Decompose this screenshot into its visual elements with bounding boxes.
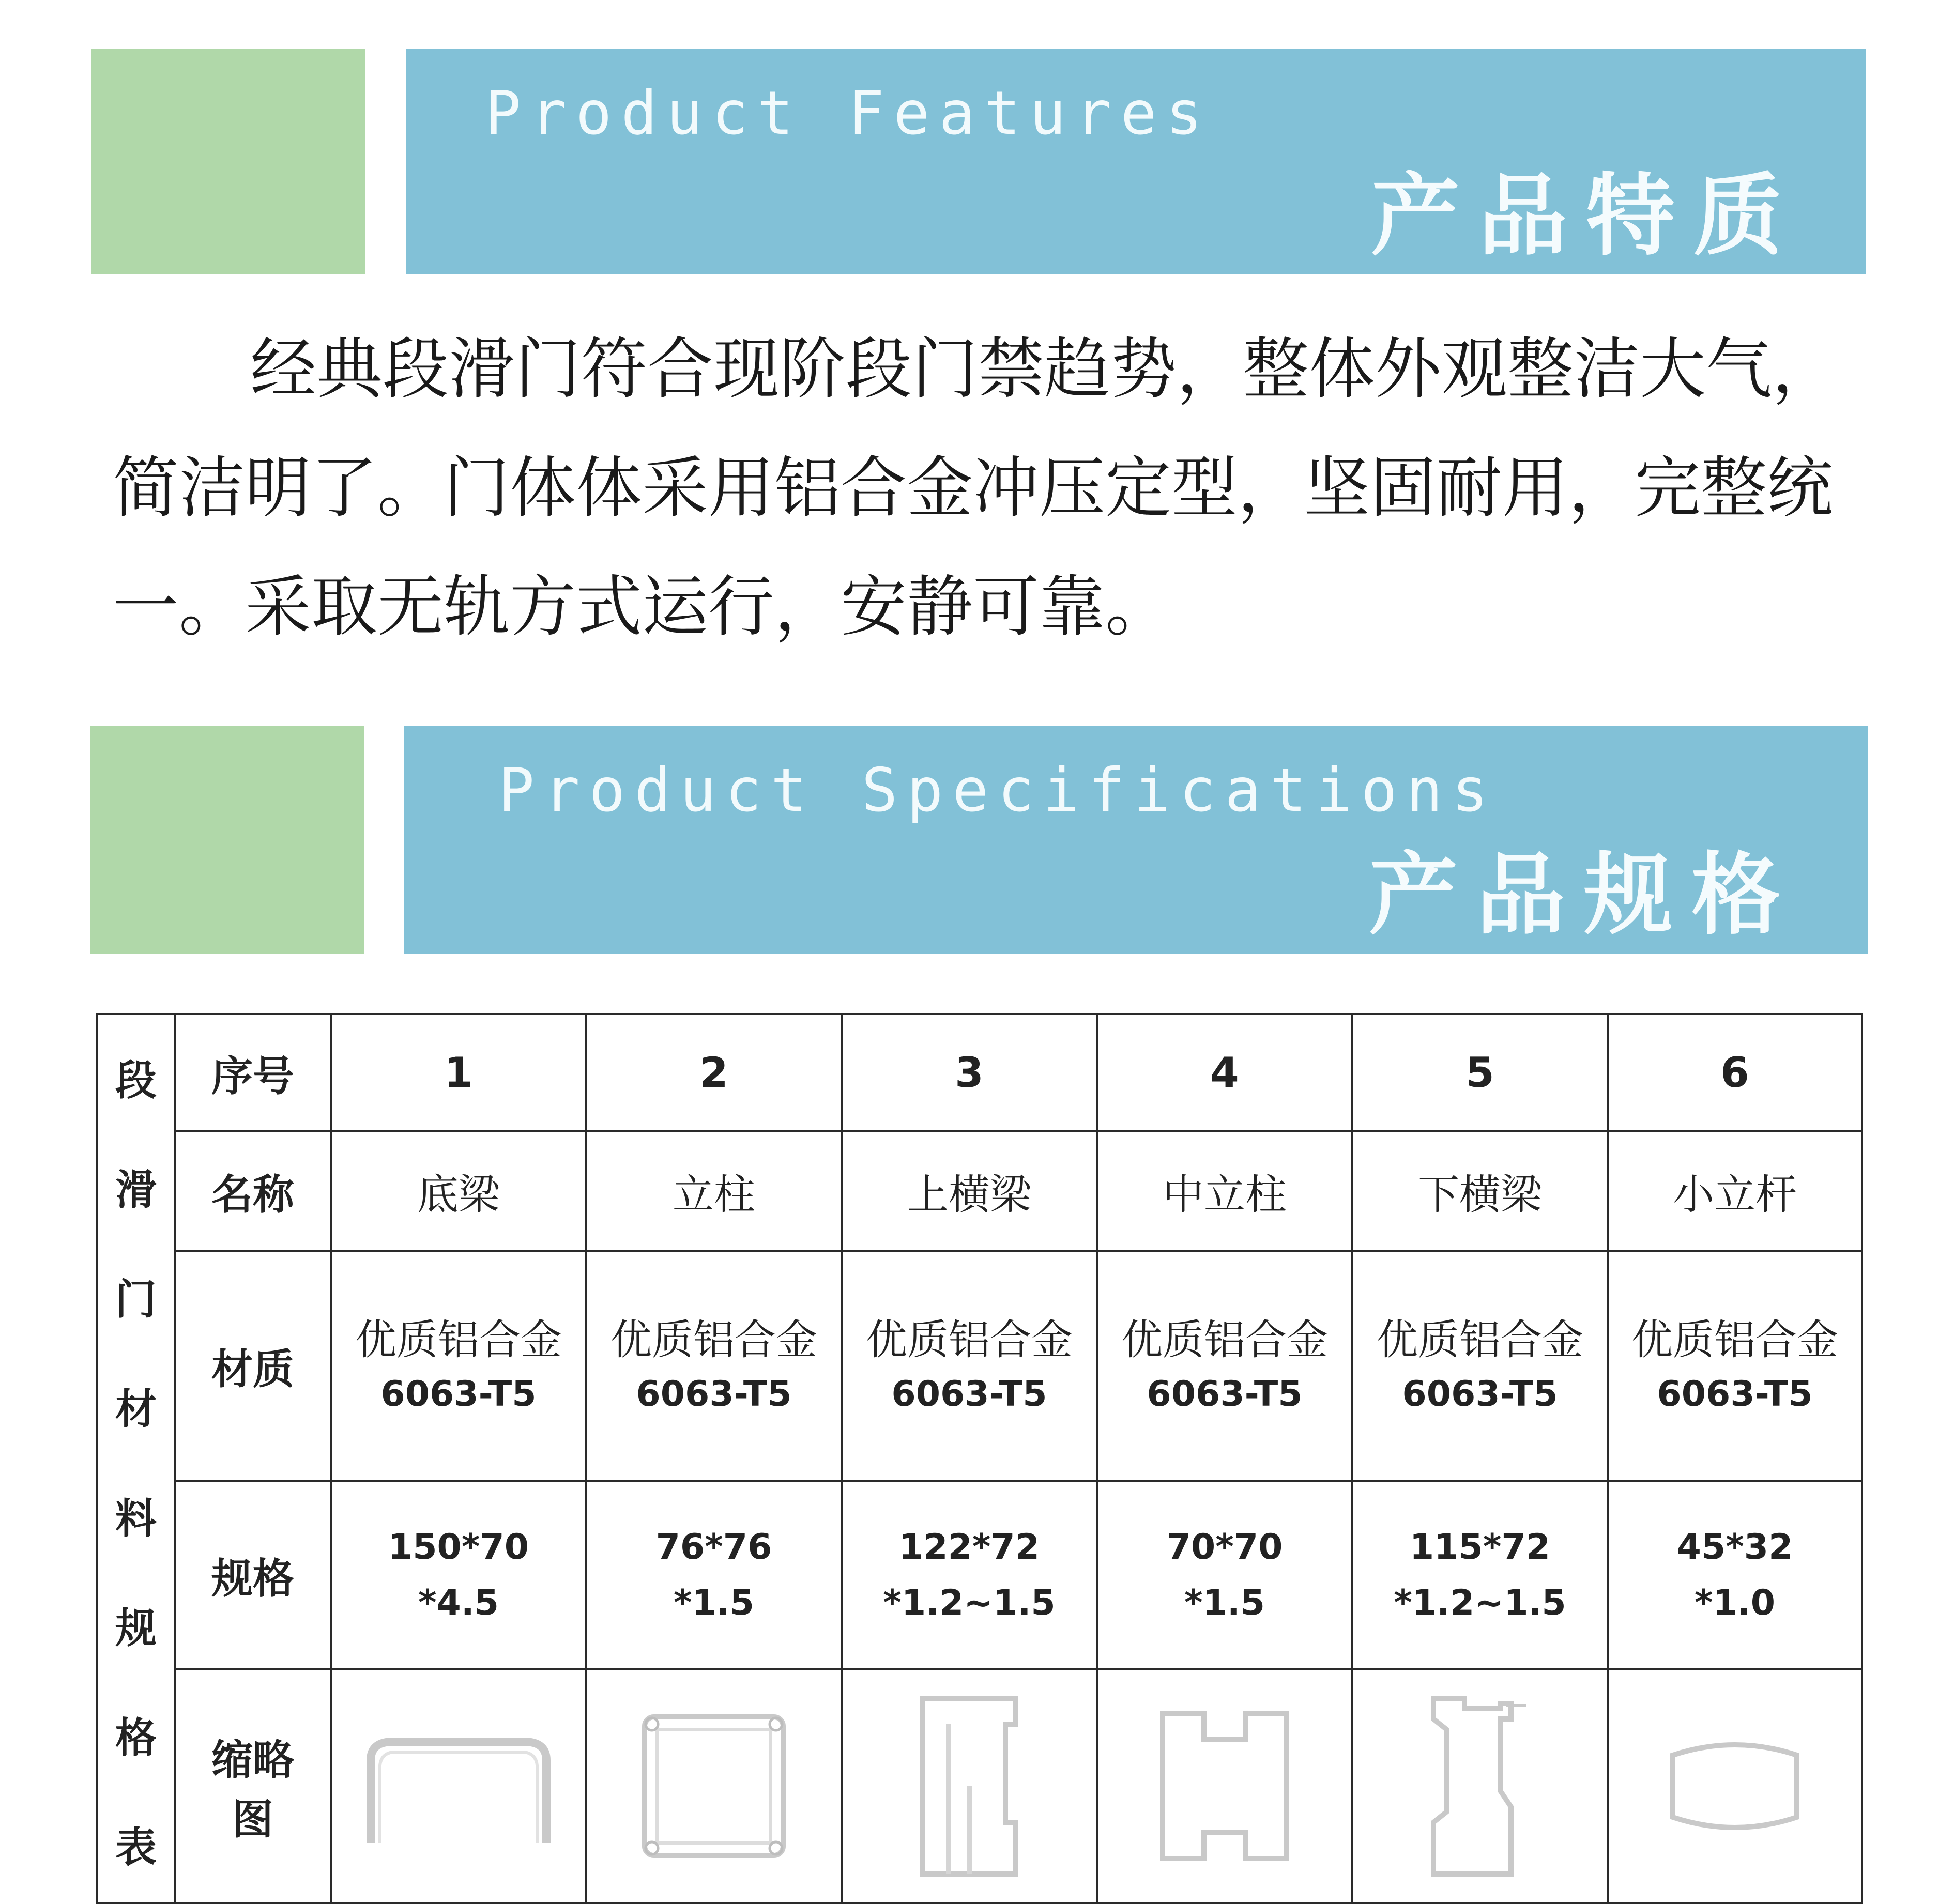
spec-size: 76*76 (655, 1526, 772, 1568)
specs-title-cn: 产品规格 (1369, 843, 1799, 947)
specs-title-en: Product Specifications (498, 756, 1498, 825)
name-cell: 下横梁 (1352, 1131, 1608, 1251)
intro-text: 经典段滑门符合现阶段门禁趋势，整体外观整洁大气，简洁明了。门体体采用铝合金冲压定型，坚固耐用，完整统一。采取无轨方式运行，安静可靠。 (113, 331, 1839, 646)
spec-thickness: *1.0 (1694, 1582, 1776, 1623)
material-grade: 6063-T5 (1147, 1373, 1303, 1415)
row-name (97, 1131, 1862, 1251)
side-char: 规 (115, 1604, 157, 1652)
small-rod-profile-icon (1668, 1734, 1802, 1838)
material-cell (1352, 1251, 1608, 1481)
channel-icon (360, 1714, 557, 1859)
side-title (97, 1014, 175, 1903)
name-cell: 底梁 (331, 1131, 586, 1251)
thumbnail-cell (1608, 1669, 1862, 1903)
spec-thickness: *1.5 (673, 1582, 755, 1623)
label-thumbnail-line1: 缩略 (211, 1736, 294, 1785)
label-spec: 规格 (175, 1481, 331, 1669)
label-material: 材质 (175, 1251, 331, 1481)
material-grade: 6063-T5 (891, 1373, 1047, 1415)
square-tube-icon (636, 1709, 791, 1864)
spec-cell (1352, 1481, 1608, 1669)
material-cell (331, 1251, 586, 1481)
side-char: 料 (115, 1494, 157, 1543)
spec-cell (1097, 1481, 1352, 1669)
spec-thickness: *4.5 (418, 1582, 499, 1623)
material-cell (1097, 1251, 1352, 1481)
material-cell (586, 1251, 842, 1481)
spec-thickness: *1.2~1.5 (883, 1582, 1056, 1623)
features-green-block (91, 49, 365, 274)
index-cell: 3 (842, 1014, 1097, 1131)
features-banner (406, 49, 1866, 274)
spec-size: 115*72 (1409, 1526, 1551, 1568)
side-char: 格 (115, 1713, 157, 1762)
spec-size: 122*72 (898, 1526, 1040, 1568)
material-name: 优质铝合金 (1631, 1315, 1838, 1364)
side-char: 表 (115, 1823, 157, 1871)
material-grade: 6063-T5 (636, 1373, 792, 1415)
thumbnail-cell (586, 1669, 842, 1903)
h-profile-icon (1157, 1709, 1292, 1864)
label-index: 序号 (175, 1014, 331, 1131)
spec-cell (586, 1481, 842, 1669)
index-cell: 2 (586, 1014, 842, 1131)
spec-size: 70*70 (1166, 1526, 1283, 1568)
features-title-en: Product Features (485, 79, 1212, 148)
spec-cell (1608, 1481, 1862, 1669)
name-cell: 上横梁 (842, 1131, 1097, 1251)
index-cell: 1 (331, 1014, 586, 1131)
spec-thickness: *1.2~1.5 (1394, 1582, 1566, 1623)
index-cell: 5 (1352, 1014, 1608, 1131)
label-thumbnail (175, 1669, 331, 1903)
side-char: 段 (115, 1056, 157, 1104)
side-char: 材 (115, 1385, 157, 1433)
spec-cell (842, 1481, 1097, 1669)
material-name: 优质铝合金 (610, 1315, 817, 1364)
specs-banner (404, 726, 1868, 954)
side-char: 门 (115, 1275, 157, 1324)
spec-thickness: *1.5 (1184, 1582, 1265, 1623)
label-thumbnail-line2: 图 (232, 1795, 273, 1844)
side-char: 滑 (115, 1165, 157, 1214)
material-grade: 6063-T5 (1402, 1373, 1558, 1415)
bottom-beam-profile-icon (1423, 1693, 1537, 1879)
spec-size: 45*32 (1676, 1526, 1793, 1568)
material-cell (1608, 1251, 1862, 1481)
name-cell: 立柱 (586, 1131, 842, 1251)
specs-green-block (90, 726, 364, 954)
material-grade: 6063-T5 (1657, 1373, 1813, 1415)
material-grade: 6063-T5 (380, 1373, 537, 1415)
spec-cell (331, 1481, 586, 1669)
label-name: 名称 (175, 1131, 331, 1251)
material-name: 优质铝合金 (866, 1315, 1073, 1364)
index-cell: 6 (1608, 1014, 1862, 1131)
row-spec (97, 1481, 1862, 1669)
spec-table (96, 1013, 1863, 1904)
row-material (97, 1251, 1862, 1481)
row-thumbnail (97, 1669, 1862, 1903)
row-index (97, 1014, 1862, 1131)
material-name: 优质铝合金 (1121, 1315, 1328, 1364)
features-title-cn: 产品特质 (1371, 164, 1801, 268)
spec-size: 150*70 (388, 1526, 529, 1568)
thumbnail-cell (842, 1669, 1097, 1903)
thumbnail-cell (1097, 1669, 1352, 1903)
name-cell: 中立柱 (1097, 1131, 1352, 1251)
material-name: 优质铝合金 (355, 1315, 562, 1364)
name-cell: 小立杆 (1608, 1131, 1862, 1251)
material-name: 优质铝合金 (1377, 1315, 1583, 1364)
material-cell (842, 1251, 1097, 1481)
thumbnail-cell (1352, 1669, 1608, 1903)
thumbnail-cell (331, 1669, 586, 1903)
index-cell: 4 (1097, 1014, 1352, 1131)
top-beam-profile-icon (912, 1693, 1026, 1879)
intro-paragraph (113, 310, 1870, 667)
